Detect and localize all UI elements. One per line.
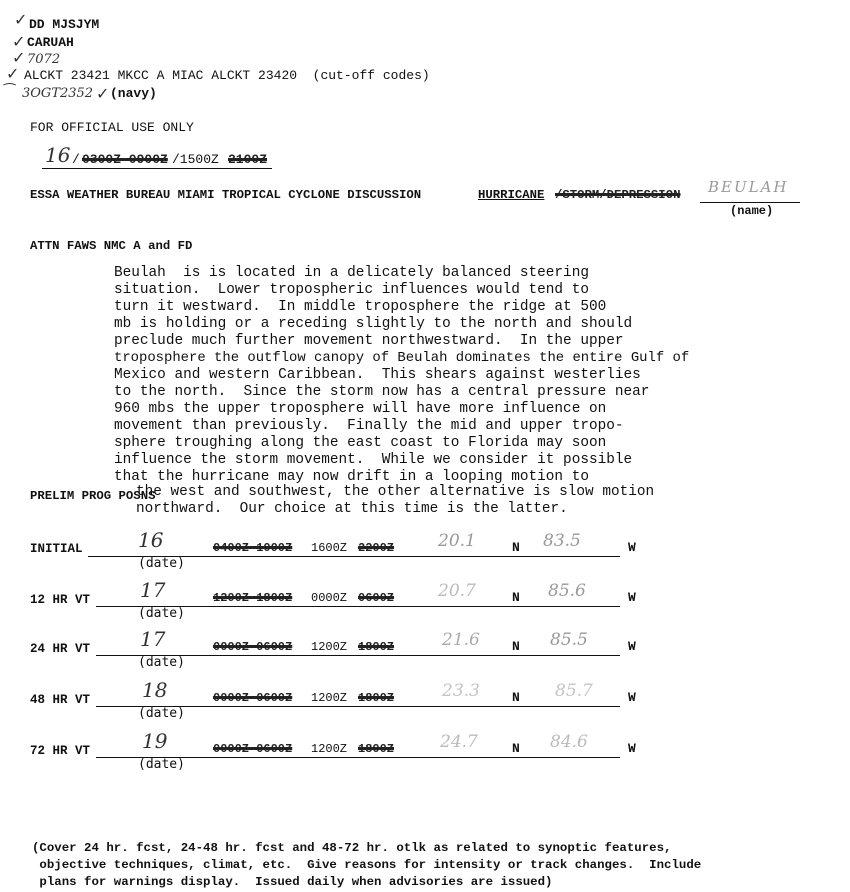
forecast-time: 0000Z [311,591,348,605]
forecast-longitude: 83.5 [543,531,581,551]
attention-line: ATTN FAWS NMC A and FD [30,239,193,253]
forecast-struck-times: 0000Z 0600Z [213,640,293,654]
forecast-day: 18 [142,678,168,702]
discussion-line: preclude much further movement northwestward. In the upper [114,333,624,349]
date-caption: (date) [138,556,185,571]
forecast-struck-time: 1800Z [358,640,395,654]
routing-line: 3OGT2352 [22,86,94,101]
forecast-struck-times: 0400Z 1000Z [213,541,293,555]
discussion-line: Mexico and western Caribbean. This shears against westerlies [114,367,641,383]
dateline-slash: / [72,152,80,167]
routing-line: 7072 [27,52,61,67]
date-caption: (date) [138,655,185,670]
title-hurricane: HURRICANE [478,188,545,202]
discussion-line: situation. Lower tropospheric influences would tend to [114,282,589,298]
dateline-time: /1500Z [172,152,219,167]
forecast-day: 17 [140,578,166,602]
forecast-latitude: 24.7 [440,732,478,752]
discussion-line: troposphere the outflow canopy of Beulah dominates the entire Gulf of [114,350,690,366]
forecast-label: 72 HR VT [30,744,91,758]
west-marker: W [628,639,636,654]
forecast-struck-times: 0000Z 0600Z [213,691,293,705]
forecast-struck-time: 0600Z [358,591,395,605]
dateline-struck-time: 2100Z [228,152,268,167]
date-caption: (date) [138,757,185,772]
title-prefix: ESSA WEATHER BUREAU MIAMI TROPICAL CYCLONE DISCUSSION [30,188,422,202]
name-caption: (name) [730,204,774,218]
forecast-longitude: 85.6 [548,581,586,601]
forecast-label: 12 HR VT [30,593,91,607]
west-marker: W [628,741,636,756]
forecast-time: 1200Z [311,742,348,756]
forecast-day: 19 [142,729,168,753]
north-marker: N [512,741,520,756]
dateline-day: 16 [45,143,71,167]
checkmark-icon: ✓ [6,64,20,83]
forecast-struck-times: 1200Z 1800Z [213,591,293,605]
routing-line: ALCKT 23421 MKCC A MIAC ALCKT 23420 (cut-off codes) [24,68,430,83]
forecast-longitude: 84.6 [550,732,588,752]
footnote-line: objective techniques, climat, etc. Give reasons for intensity or track changes. Include [32,858,702,872]
navy-tag: (navy) [110,86,157,101]
discussion-line: the west and southwest, the other alternative is slow motion [136,484,655,500]
discussion-line: 960 mbs the upper troposphere will have more influence on [114,401,607,417]
north-marker: N [512,540,520,555]
north-marker: N [512,690,520,705]
forecast-struck-time: 1800Z [358,691,395,705]
checkmark-icon: ✓ [96,84,110,103]
footnote-line: (Cover 24 hr. fcst, 24-48 hr. fcst and 48-72 hr. otlk as related to synoptic features, [32,841,672,855]
forecast-latitude: 20.7 [438,581,476,601]
forecast-longitude: 85.5 [550,630,588,650]
north-marker: N [512,590,520,605]
footnote-line: plans for warnings display. Issued daily when advisories are issued) [32,875,553,889]
forecast-struck-time: 1800Z [358,742,395,756]
forecast-label: 48 HR VT [30,693,91,707]
discussion-line: northward. Our choice at this time is the latter. [136,501,568,517]
date-caption: (date) [138,606,185,621]
prelim-positions-heading: PRELIM PROG POSNS [30,489,156,503]
discussion-line: that the hurricane may now drift in a looping motion to [114,469,589,485]
forecast-time: 1200Z [311,640,348,654]
forecast-latitude: 21.6 [442,630,480,650]
forecast-label: INITIAL [30,542,83,556]
discussion-line: turn it westward. In middle troposphere the ridge at 500 [114,299,607,315]
forecast-latitude: 23.3 [442,681,480,701]
date-caption: (date) [138,706,185,721]
discussion-line: sphere troughing along the east coast to Florida may soon [114,435,607,451]
forecast-struck-times: 0000Z 0600Z [213,742,293,756]
checkmark-icon: ✓ [12,32,26,51]
west-marker: W [628,590,636,605]
forecast-day: 17 [140,627,166,651]
forecast-longitude: 85.7 [555,681,593,701]
classification-label: FOR OFFICIAL USE ONLY [30,120,194,135]
dateline-struck-times: 0300Z 0900Z [82,152,168,167]
routing-line: CARUAH [27,35,74,50]
storm-name: BEULAH [708,178,789,196]
west-marker: W [628,690,636,705]
forecast-day: 16 [138,528,164,552]
routing-line: DD MJSJYM [29,17,100,32]
discussion-line: mb is holding or a receding slightly to the north and should [114,316,633,332]
forecast-label: 24 HR VT [30,642,91,656]
discussion-line: movement than previously. Finally the mid and upper tropo- [114,418,624,434]
west-marker: W [628,540,636,555]
forecast-time: 1200Z [311,691,348,705]
discussion-line: to the north. Since the storm now has a central pressure near [114,384,650,400]
checkmark-icon: ⁀ [4,84,16,100]
forecast-latitude: 20.1 [438,531,476,551]
forecast-time: 1600Z [311,541,348,555]
checkmark-icon: ✓ [14,10,28,29]
discussion-line: influence the storm movement. While we consider it possible [114,452,633,468]
checkmark-icon: ✓ [12,48,26,67]
discussion-line: Beulah is is located in a delicately balanced steering [114,265,589,281]
title-struck-options: /STORM/DEPRESSION [555,188,681,202]
forecast-struck-time: 2200Z [358,541,395,555]
north-marker: N [512,639,520,654]
